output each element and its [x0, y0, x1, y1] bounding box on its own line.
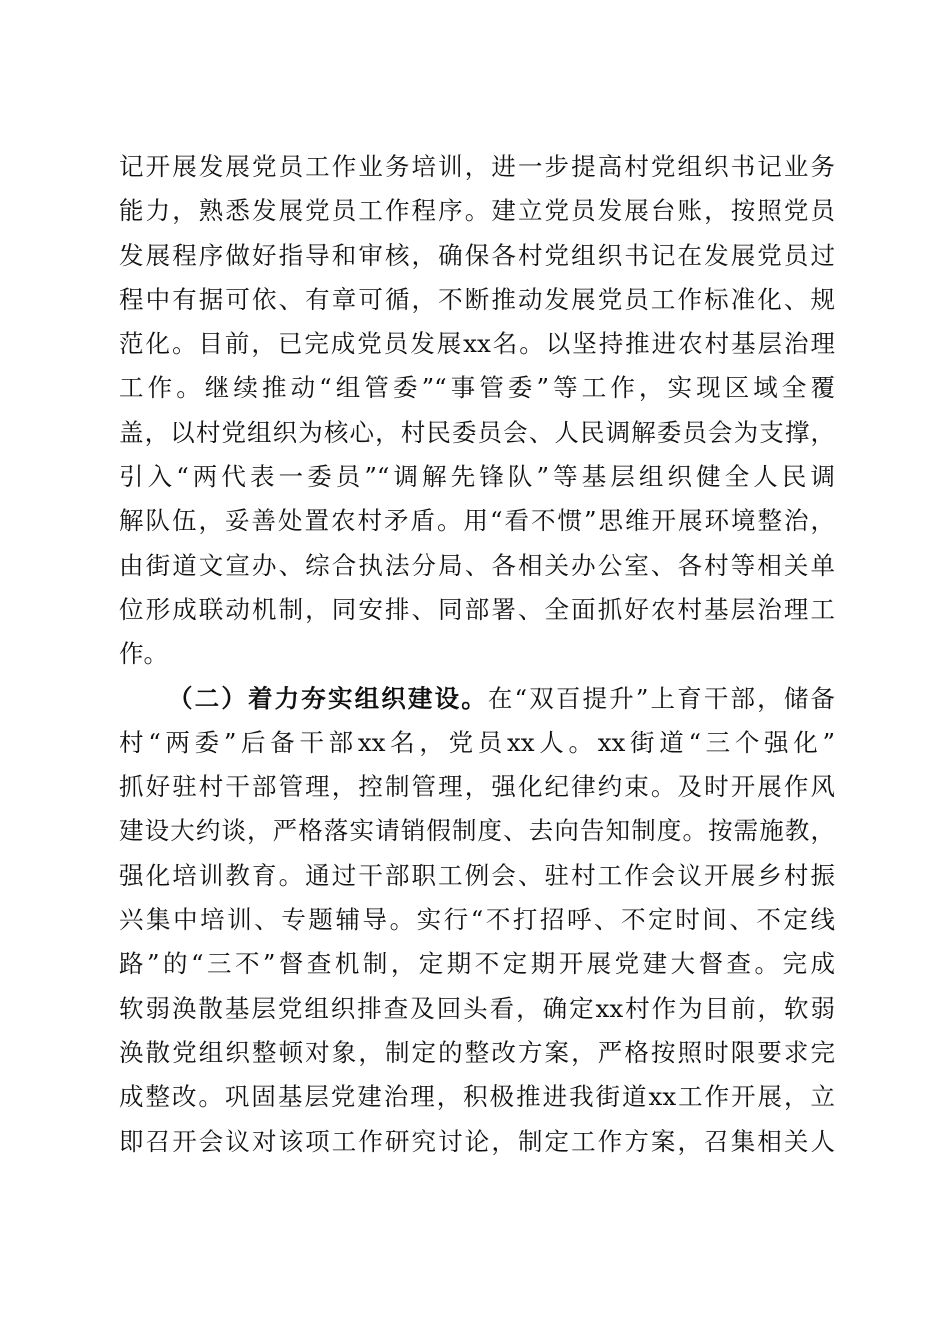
- text-line: 建设大约谈，严格落实请销假制度、去向告知制度。按需施教，: [119, 816, 835, 846]
- text-line: 引入“两代表一委员”“调解先锋队”等基层组织健全人民调: [119, 462, 835, 492]
- paragraph-2: [119, 677, 835, 1164]
- text-line: 位形成联动机制，同安排、同部署、全面抓好农村基层治理工: [119, 594, 835, 624]
- text-line: 解队伍，妥善处置农村矛盾。用“看不惯”思维开展环境整治，: [119, 506, 835, 536]
- text-line: 软弱涣散基层党组织排查及回头看，确定xx村作为目前，软弱: [119, 993, 835, 1023]
- text-line: 盖，以村党组织为核心，村民委员会、人民调解委员会为支撑，: [119, 417, 835, 447]
- text-line: 抓好驻村干部管理，控制管理，强化纪律约束。及时开展作风: [119, 772, 835, 802]
- text-line: 路”的“三不”督查机制，定期不定期开展党建大督查。完成: [119, 949, 835, 979]
- text-line: 范化。目前，已完成党员发展xx名。以坚持推进农村基层治理: [119, 329, 835, 359]
- heading-line-text: 在“双百提升”上育干部，储备: [487, 683, 835, 713]
- section-heading: （二）着力夯实组织建设。: [168, 683, 488, 713]
- body-text: [119, 145, 835, 1164]
- text-line: 发展程序做好指导和审核，确保各村党组织书记在发展党员过: [119, 240, 835, 270]
- text-line: 能力，熟悉发展党员工作程序。建立党员发展台账，按照党员: [119, 196, 835, 226]
- text-line: 由街道文宣办、综合执法分局、各相关办公室、各村等相关单: [119, 550, 835, 580]
- text-line: 记开展发展党员工作业务培训，进一步提高村党组织书记业务: [119, 152, 835, 181]
- text-line: 涣散党组织整顿对象，制定的整改方案，严格按照时限要求完: [119, 1037, 835, 1067]
- text-line: 村“两委”后备干部xx名，党员xx人。xx街道“三个强化”: [119, 727, 835, 757]
- text-line: 即召开会议对该项工作研究讨论，制定工作方案，召集相关人: [119, 1126, 835, 1156]
- text-line: 工作。继续推动“组管委”“事管委”等工作，实现区域全覆: [119, 373, 835, 403]
- text-line: 作。: [119, 639, 168, 669]
- text-line: [119, 677, 835, 721]
- text-line: 强化培训教育。通过干部职工例会、驻村工作会议开展乡村振: [119, 860, 835, 890]
- text-line: 程中有据可依、有章可循，不断推动发展党员工作标准化、规: [119, 284, 835, 314]
- text-line: 成整改。巩固基层党建治理，积极推进我街道xx工作开展，立: [119, 1082, 835, 1112]
- paragraph-1: [119, 145, 835, 677]
- text-line: 兴集中培训、专题辅导。实行“不打招呼、不定时间、不定线: [119, 905, 835, 935]
